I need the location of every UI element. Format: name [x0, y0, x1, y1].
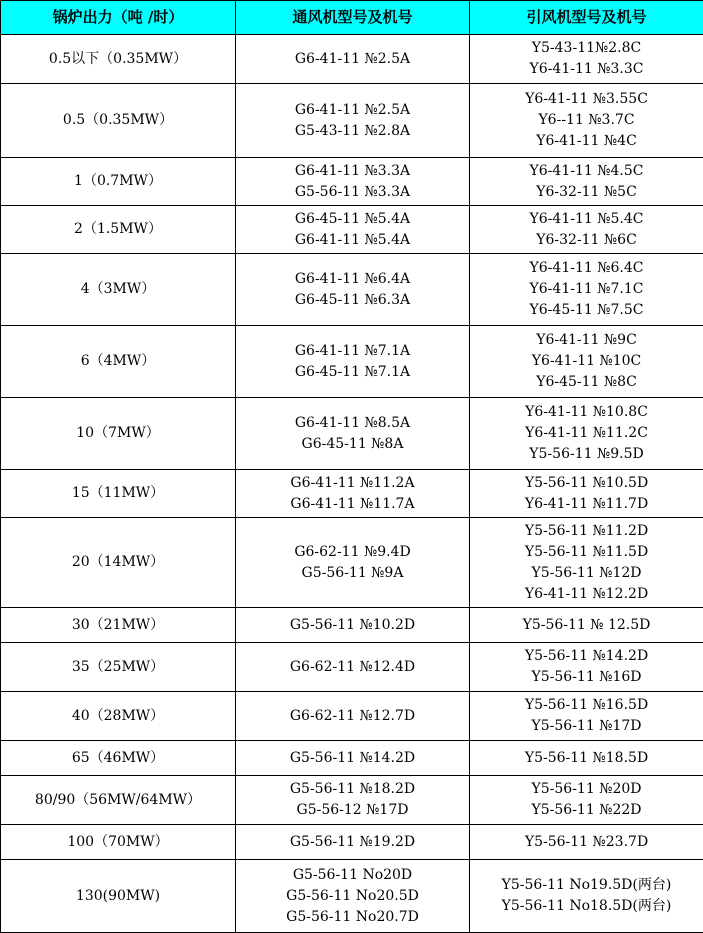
capacity-value: 80/90（56MW/64MW）	[3, 790, 233, 811]
blower-model-cell	[236, 608, 470, 643]
capacity-value: 0.5以下（0.35MW）	[3, 49, 233, 70]
table-row	[1, 158, 703, 206]
induced-fan-model-cell	[470, 254, 703, 326]
induced-fan-model: Y6-45-11 №7.5C	[472, 300, 701, 321]
induced-fan-model: Y6-41-11 №12.2D	[472, 584, 701, 605]
capacity-value: 15（11MW）	[3, 483, 233, 504]
capacity-value: 6（4MW）	[3, 351, 233, 372]
blower-model-cell	[236, 470, 470, 518]
induced-fan-model-cell	[470, 692, 703, 741]
induced-fan-model: Y5-56-11 №16D	[472, 667, 701, 688]
capacity-cell	[1, 470, 236, 518]
induced-fan-model: Y5-43-11№2.8C	[472, 38, 701, 59]
induced-fan-model: Y6-32-11 №6C	[472, 230, 701, 251]
induced-fan-model: Y6-41-11 №10C	[472, 351, 701, 372]
induced-fan-model: Y6-41-11 №11.7D	[472, 494, 701, 515]
induced-fan-model-cell	[470, 158, 703, 206]
table-row	[1, 35, 703, 84]
blower-model: G6-62-11 №12.7D	[238, 706, 467, 727]
capacity-value: 65（46MW）	[3, 748, 233, 769]
induced-fan-model: Y5-56-11 №9.5D	[472, 444, 701, 465]
capacity-cell	[1, 158, 236, 206]
blower-model: G5-56-11 №3.3A	[238, 182, 467, 203]
blower-model-cell	[236, 398, 470, 470]
blower-model: G6-41-11 №2.5A	[238, 100, 467, 121]
table-row	[1, 860, 703, 933]
blower-model: G6-41-11 №8.5A	[238, 413, 467, 434]
table-row	[1, 741, 703, 776]
capacity-cell	[1, 608, 236, 643]
induced-fan-model: Y6-45-11 №8C	[472, 372, 701, 393]
blower-model: G6-41-11 №7.1A	[238, 341, 467, 362]
blower-model: G5-56-11 №18.2D	[238, 779, 467, 800]
blower-model: G5-56-11 No20.5D	[238, 886, 467, 907]
capacity-value: 10（7MW）	[3, 423, 233, 444]
induced-fan-model: Y5-56-11 №12D	[472, 563, 701, 584]
blower-model: G6-41-11 №5.4A	[238, 230, 467, 251]
induced-fan-model: Y6-41-11 №9C	[472, 330, 701, 351]
capacity-value: 2（1.5MW）	[3, 219, 233, 240]
induced-fan-model: Y5-56-11 №23.7D	[472, 832, 701, 853]
blower-model: G6-45-11 №6.3A	[238, 290, 467, 311]
induced-fan-model: Y6-41-11 №3.55C	[472, 89, 701, 110]
table-header	[1, 1, 703, 35]
capacity-value: 0.5（0.35MW）	[3, 110, 233, 131]
blower-model: G6-45-11 №5.4A	[238, 209, 467, 230]
blower-model-cell	[236, 206, 470, 254]
induced-fan-model: Y5-56-11 №10.5D	[472, 473, 701, 494]
blower-model: G5-56-12 №17D	[238, 800, 467, 821]
induced-fan-model: Y5-56-11 № 12.5D	[472, 615, 701, 636]
capacity-value: 1（0.7MW）	[3, 171, 233, 192]
blower-model: G6-45-11 №8A	[238, 434, 467, 455]
table-row	[1, 326, 703, 398]
induced-fan-model: Y5-56-11 №17D	[472, 716, 701, 737]
capacity-cell	[1, 84, 236, 158]
induced-fan-model-cell	[470, 608, 703, 643]
induced-fan-model-cell	[470, 326, 703, 398]
induced-fan-model-cell	[470, 206, 703, 254]
table-body	[1, 35, 703, 933]
blower-model-cell	[236, 35, 470, 84]
blower-model: G5-56-11 №10.2D	[238, 615, 467, 636]
induced-fan-model: Y6-41-11 №5.4C	[472, 209, 701, 230]
blower-model-cell	[236, 643, 470, 692]
capacity-value: 35（25MW）	[3, 657, 233, 678]
table-row	[1, 518, 703, 608]
table-row	[1, 692, 703, 741]
induced-fan-model-cell	[470, 776, 703, 825]
induced-fan-model: Y6-41-11 №10.8C	[472, 402, 701, 423]
induced-fan-model: Y5-56-11 No19.5D(两台)	[472, 875, 701, 896]
induced-fan-model-cell	[470, 643, 703, 692]
capacity-value: 4（3MW）	[3, 279, 233, 300]
capacity-cell	[1, 254, 236, 326]
capacity-cell	[1, 206, 236, 254]
blower-model: G5-56-11 №19.2D	[238, 832, 467, 853]
induced-fan-model-cell	[470, 470, 703, 518]
blower-model: G5-56-11 No20.7D	[238, 907, 467, 928]
blower-model-cell	[236, 741, 470, 776]
capacity-cell	[1, 860, 236, 933]
blower-model-cell	[236, 518, 470, 608]
induced-fan-model-cell	[470, 35, 703, 84]
blower-model-cell	[236, 84, 470, 158]
blower-model: G5-43-11 №2.8A	[238, 121, 467, 142]
blower-model: G6-41-11 №6.4A	[238, 269, 467, 290]
induced-fan-model: Y6-41-11 №11.2C	[472, 423, 701, 444]
table-row	[1, 608, 703, 643]
induced-fan-model-cell	[470, 860, 703, 933]
table-row	[1, 398, 703, 470]
blower-model: G6-41-11 №11.7A	[238, 494, 467, 515]
induced-fan-model: Y6-41-11 №4C	[472, 131, 701, 152]
table-row	[1, 825, 703, 860]
induced-fan-model: Y6--11 №3.7C	[472, 110, 701, 131]
header-row	[1, 1, 703, 35]
capacity-cell	[1, 398, 236, 470]
blower-model-cell	[236, 326, 470, 398]
induced-fan-model: Y6-32-11 №5C	[472, 182, 701, 203]
blower-model: G6-41-11 №3.3A	[238, 161, 467, 182]
induced-fan-model: Y6-41-11 №4.5C	[472, 161, 701, 182]
induced-fan-model-cell	[470, 84, 703, 158]
table-row	[1, 470, 703, 518]
header-blower-model: 通风机型号及机号	[236, 1, 470, 35]
blower-model: G6-45-11 №7.1A	[238, 362, 467, 383]
capacity-cell	[1, 741, 236, 776]
capacity-value: 100（70MW）	[3, 832, 233, 853]
header-induced-fan-model: 引风机型号及机号	[470, 1, 703, 35]
induced-fan-model: Y5-56-11 №11.2D	[472, 521, 701, 542]
blower-model: G6-62-11 №9.4D	[238, 542, 467, 563]
blower-model-cell	[236, 825, 470, 860]
induced-fan-model-cell	[470, 825, 703, 860]
induced-fan-model-cell	[470, 518, 703, 608]
blower-model: G6-62-11 №12.4D	[238, 657, 467, 678]
capacity-cell	[1, 643, 236, 692]
header-capacity: 锅炉出力（吨 /时）	[1, 1, 236, 35]
induced-fan-model: Y6-41-11 №7.1C	[472, 279, 701, 300]
capacity-value: 20（14MW）	[3, 552, 233, 573]
capacity-cell	[1, 692, 236, 741]
capacity-cell	[1, 518, 236, 608]
induced-fan-model: Y5-56-11 №20D	[472, 779, 701, 800]
induced-fan-model: Y5-56-11 No18.5D(两台)	[472, 896, 701, 917]
capacity-cell	[1, 326, 236, 398]
table-row	[1, 206, 703, 254]
induced-fan-model-cell	[470, 741, 703, 776]
table-row	[1, 643, 703, 692]
blower-model-cell	[236, 692, 470, 741]
blower-model-cell	[236, 860, 470, 933]
induced-fan-model: Y6-41-11 №3.3C	[472, 59, 701, 80]
table-row	[1, 254, 703, 326]
induced-fan-model: Y5-56-11 №18.5D	[472, 748, 701, 769]
capacity-cell	[1, 35, 236, 84]
table-row	[1, 84, 703, 158]
blower-model: G5-56-11 №14.2D	[238, 748, 467, 769]
table-row	[1, 776, 703, 825]
blower-model: G6-41-11 №11.2A	[238, 473, 467, 494]
induced-fan-model: Y6-41-11 №6.4C	[472, 258, 701, 279]
capacity-cell	[1, 825, 236, 860]
blower-model: G5-56-11 No20D	[238, 865, 467, 886]
blower-model-cell	[236, 254, 470, 326]
induced-fan-model: Y5-56-11 №16.5D	[472, 695, 701, 716]
capacity-value: 130(90MW)	[3, 886, 233, 907]
blower-model: G6-41-11 №2.5A	[238, 49, 467, 70]
blower-model-cell	[236, 158, 470, 206]
induced-fan-model: Y5-56-11 №14.2D	[472, 646, 701, 667]
blower-model: G5-56-11 №9A	[238, 563, 467, 584]
capacity-value: 40（28MW）	[3, 706, 233, 727]
blower-model-cell	[236, 776, 470, 825]
induced-fan-model: Y5-56-11 №22D	[472, 800, 701, 821]
induced-fan-model: Y5-56-11 №11.5D	[472, 542, 701, 563]
capacity-value: 30（21MW）	[3, 615, 233, 636]
capacity-cell	[1, 776, 236, 825]
induced-fan-model-cell	[470, 398, 703, 470]
